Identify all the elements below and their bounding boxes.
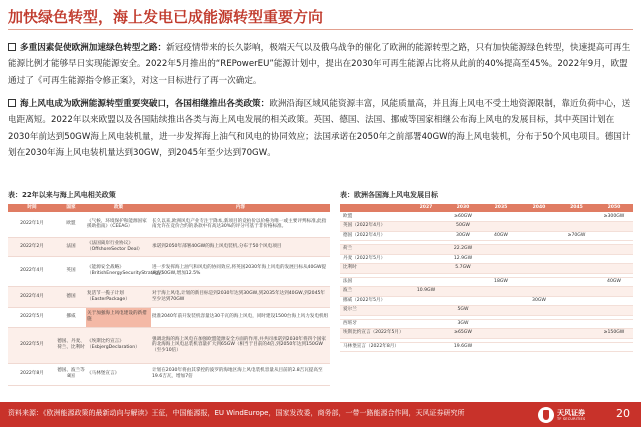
policy-date: 2022年1月 <box>8 212 56 237</box>
policy-country: 德国、丹麦、荷兰、比利时 <box>56 327 86 363</box>
target-value: ≥70GW <box>558 231 595 241</box>
header-date: 时间 <box>8 204 56 212</box>
target-value <box>558 287 595 297</box>
target-value <box>408 212 444 222</box>
target-value <box>482 254 520 264</box>
target-value <box>482 296 520 306</box>
table-row <box>8 212 330 237</box>
table-row <box>340 342 633 352</box>
target-value <box>558 342 595 352</box>
policy-country: 挪威 <box>56 307 86 327</box>
logo-name: 天风证券 <box>557 408 585 417</box>
target-value: 12.9GW <box>444 254 482 264</box>
header-content: 内容 <box>151 204 330 212</box>
table-row <box>8 363 330 385</box>
policy-table <box>8 204 330 386</box>
target-value <box>482 306 520 316</box>
header-country: 国家 <box>56 204 86 212</box>
target-value <box>482 319 520 329</box>
target-value <box>558 245 595 255</box>
target-value <box>520 319 558 329</box>
table-row <box>340 222 633 232</box>
tf-securities-logo-icon <box>538 407 554 423</box>
target-value: ≥60GW <box>444 212 482 222</box>
policy-table-caption: 表：22年以来与海上风电相关政策 <box>8 191 116 199</box>
target-value <box>444 296 482 306</box>
target-value <box>595 287 633 297</box>
header-year: 2027 <box>408 204 444 212</box>
target-value <box>482 264 520 274</box>
target-value <box>595 264 633 274</box>
target-value <box>444 287 482 297</box>
target-value: 18GW <box>482 277 520 287</box>
policy-name: 《埃斯比约宣言》（EsbjergDeclaration） <box>86 327 151 363</box>
policy-country: 德国、波兰等8国 <box>56 363 86 385</box>
target-value: 10.9GW <box>408 287 444 297</box>
header-year: 2030 <box>444 204 482 212</box>
target-value: 30GW <box>520 296 558 306</box>
paragraph-lead: 海上风电成为欧洲能源转型重要突破口，各国相继推出各类政策： <box>20 99 270 109</box>
policy-date: 2022年5月 <box>8 327 56 363</box>
header-region <box>340 204 408 212</box>
header-year: 2040 <box>520 204 558 212</box>
target-value <box>595 245 633 255</box>
paragraph-green-transition <box>8 40 634 89</box>
policy-content: 批准2040年前开发装机容量达30千瓦的海上风电，同时建设1500台海上风力发电机组 <box>151 307 330 327</box>
target-value: 30GW <box>444 231 482 241</box>
policy-content: 计划在2030年将由其掌控的波罗的海地区海上风电装机容量从目前的2.8吉瓦提高至19.6吉瓦，增加7倍 <box>151 363 330 385</box>
table-row <box>340 296 633 306</box>
target-value <box>408 254 444 264</box>
target-value <box>482 329 520 339</box>
target-value <box>408 264 444 274</box>
target-value: ≥300GW <box>595 212 633 222</box>
target-value: 19.6GW <box>444 342 482 352</box>
target-value <box>595 342 633 352</box>
header-policy: 政策 <box>86 204 151 212</box>
square-bullet-icon <box>8 43 16 51</box>
target-value <box>595 319 633 329</box>
policy-country: 德国 <box>56 286 86 307</box>
policy-content: 进一步发挥海上油气和风电的协同效应,将英国2030年海上风电的发展目标从40GW提高至50GW,增加12.5% <box>151 256 330 286</box>
target-value <box>408 277 444 287</box>
target-value <box>520 254 558 264</box>
table-row <box>8 307 330 327</box>
table-row <box>8 327 330 363</box>
target-value <box>444 277 482 287</box>
source-note: 资料来源：《欧洲能源政策的最新动向与解读》王征，中国能源报，EU WindEurope，国家发改委，商务部，一带一路能源合作网，天风证券研究所 <box>8 409 465 417</box>
header-year: 2050 <box>595 204 633 212</box>
header-year: 2045 <box>558 204 595 212</box>
target-region: 挪威（2022年5月） <box>340 296 408 306</box>
paragraph-body: 欧洲沿海区域风能资源丰富，风能质量高，并且海上风电不受土地资源限制，靠近负荷中心，送电距离短。2022年以来欧盟以及各国陆续推出各类与海上风电发展的相关政策。英国、德国、法国、挪威等国家相继公布海上风电的发展目标，其中英国计划在2030年前达到50GW海上风电装机量，进一步发挥海上油气和风电的协同效应；法国承诺在2050年之前部署40GW的海上风电装机，分布于50个风电项目。德国计划在2030年海上风电装机量达到30GW，到2045年至少达到70GW。 <box>8 99 631 159</box>
policy-name: 《能源安全战略》（BritishEnergySecurityStrategy） <box>86 256 151 286</box>
target-value <box>520 342 558 352</box>
target-region: 德国（2022年4月） <box>340 231 408 241</box>
target-value <box>558 277 595 287</box>
target-value: 3GW <box>444 319 482 329</box>
policy-name: 复活节一揽子计划（EasterPackage） <box>86 286 151 307</box>
table-row <box>340 287 633 297</box>
table-row <box>340 306 633 316</box>
table-row <box>340 212 633 222</box>
policy-name: 关于加强海上风电建设的新措施 <box>86 307 151 327</box>
target-value <box>520 212 558 222</box>
target-region: 波兰 <box>340 287 408 297</box>
target-value <box>558 212 595 222</box>
table-row <box>340 319 633 329</box>
title-divider <box>8 29 633 30</box>
policy-content: 对于海上风电,计划的新目标是到2030年达到30GW,到2035年达到40GW,到2045年至少达到70GW <box>151 286 330 307</box>
policy-content: 强调北海的海上风电在加强欧盟能源安全方面的作用,并共同承诺到2030年将四个国家的北海海上风电总装机容量扩大到65GW（相当于目前的4倍,到2050年达到150GW（至少10倍） <box>151 327 330 363</box>
target-value <box>482 222 520 232</box>
target-region: 比利时 <box>340 264 408 274</box>
target-value <box>595 306 633 316</box>
target-value <box>595 222 633 232</box>
table-row <box>340 329 633 339</box>
paragraph-body: 新冠疫情带来的长久影响，极端天气以及俄乌战争的催化了欧洲的能源转型之路，只有加快能源绿色转型，快速提高可再生能源比例才能够早日实现能源安全。2022年5月推出的“REPowerEU”能源计划中，提出在2030年可再生能源占比将从此前的40%提高至45%。2022年9月，欧盟通过了《可再生能源指令修正案》，对这一目标进行了再一次确定。 <box>8 43 631 86</box>
table-row <box>340 245 633 255</box>
target-value: 40GW <box>482 231 520 241</box>
target-value <box>408 306 444 316</box>
target-value <box>408 342 444 352</box>
target-region: 丹麦（2022年5月） <box>340 254 408 264</box>
target-value <box>408 329 444 339</box>
target-value <box>482 245 520 255</box>
target-region: 马林堡宣言（2022年8月） <box>340 342 408 352</box>
target-region: 英国（2022年4月） <box>340 222 408 232</box>
policy-date: 2022年8月 <box>8 363 56 385</box>
policy-country: 法国 <box>56 237 86 256</box>
target-value <box>520 222 558 232</box>
target-value <box>408 245 444 255</box>
targets-table-caption: 表：欧洲各国海上风电发展目标 <box>340 191 438 199</box>
target-region: 法国 <box>340 277 408 287</box>
target-value <box>482 212 520 222</box>
target-value <box>408 231 444 241</box>
page-title: 加快绿色转型，海上发电已成能源转型重要方向 <box>8 8 324 26</box>
target-value <box>520 277 558 287</box>
target-value <box>408 296 444 306</box>
target-value <box>558 254 595 264</box>
table-row <box>8 256 330 286</box>
policy-country: 英国 <box>56 256 86 286</box>
target-value <box>558 222 595 232</box>
table-row <box>340 277 633 287</box>
tf-securities-logo <box>538 405 608 425</box>
table-row <box>340 264 633 274</box>
table-row <box>8 286 330 307</box>
target-region: 埃斯比约宣言（2022年5月） <box>340 329 408 339</box>
policy-name: 《马林堡宣言》 <box>86 363 151 385</box>
targets-table <box>340 204 633 352</box>
target-value: 22.2GW <box>444 245 482 255</box>
target-value: 40GW <box>595 277 633 287</box>
target-value: 5GW <box>444 306 482 316</box>
policy-name: 《气候、环境保护和能源国家援助指南》（CEEAG） <box>86 212 151 237</box>
target-value <box>482 287 520 297</box>
page-number: 20 <box>616 407 630 420</box>
target-value <box>520 287 558 297</box>
target-value <box>520 264 558 274</box>
table-row <box>340 231 633 241</box>
target-region: 爱尔兰 <box>340 306 408 316</box>
policy-date: 2022年4月 <box>8 256 56 286</box>
paragraph-offshore-wind <box>8 96 634 162</box>
target-value <box>558 329 595 339</box>
targets-table-header <box>340 204 633 212</box>
target-value <box>558 264 595 274</box>
target-value <box>408 222 444 232</box>
target-value <box>520 306 558 316</box>
target-value <box>595 231 633 241</box>
target-value <box>558 319 595 329</box>
policy-name: 《法国离岸行业协议》（OffshoreSector Deal） <box>86 237 151 256</box>
policy-date: 2022年5月 <box>8 307 56 327</box>
policy-content: 承诺到2050年部署40GW的海上风电装机,分布于50个风电项目 <box>151 237 330 256</box>
target-value <box>595 254 633 264</box>
target-value <box>558 296 595 306</box>
target-value: 50GW <box>444 222 482 232</box>
policy-country: 欧盟 <box>56 212 86 237</box>
targets-table-body <box>340 212 633 352</box>
target-value <box>482 342 520 352</box>
policy-date: 2022年4月 <box>8 286 56 307</box>
target-region: 西班牙 <box>340 319 408 329</box>
target-value <box>520 231 558 241</box>
policy-table-header <box>8 204 330 212</box>
target-value <box>558 306 595 316</box>
target-value: ≥65GW <box>444 329 482 339</box>
paragraph-lead: 多重因素促使欧洲加速绿色转型之路： <box>20 43 167 53</box>
target-value: ≥150GW <box>595 329 633 339</box>
target-value <box>595 296 633 306</box>
target-value <box>408 319 444 329</box>
square-bullet-icon <box>8 99 16 107</box>
policy-date: 2022年2月 <box>8 237 56 256</box>
target-region: 欧盟 <box>340 212 408 222</box>
header-year: 2035 <box>482 204 520 212</box>
table-row <box>8 237 330 256</box>
target-value: 5.7GW <box>444 264 482 274</box>
target-region: 荷兰 <box>340 245 408 255</box>
target-value <box>520 245 558 255</box>
logo-name-en: TF SECURITIES <box>557 416 586 421</box>
policy-content: 长久以来,欧洲风电产业专注于降本,新项目的竞拍价以价格为唯一或主要评判标准,此指南允许在竞价合约的条款中有高达30%的评分可基于非价格标准。 <box>151 212 330 237</box>
target-value <box>520 329 558 339</box>
table-row <box>340 254 633 264</box>
